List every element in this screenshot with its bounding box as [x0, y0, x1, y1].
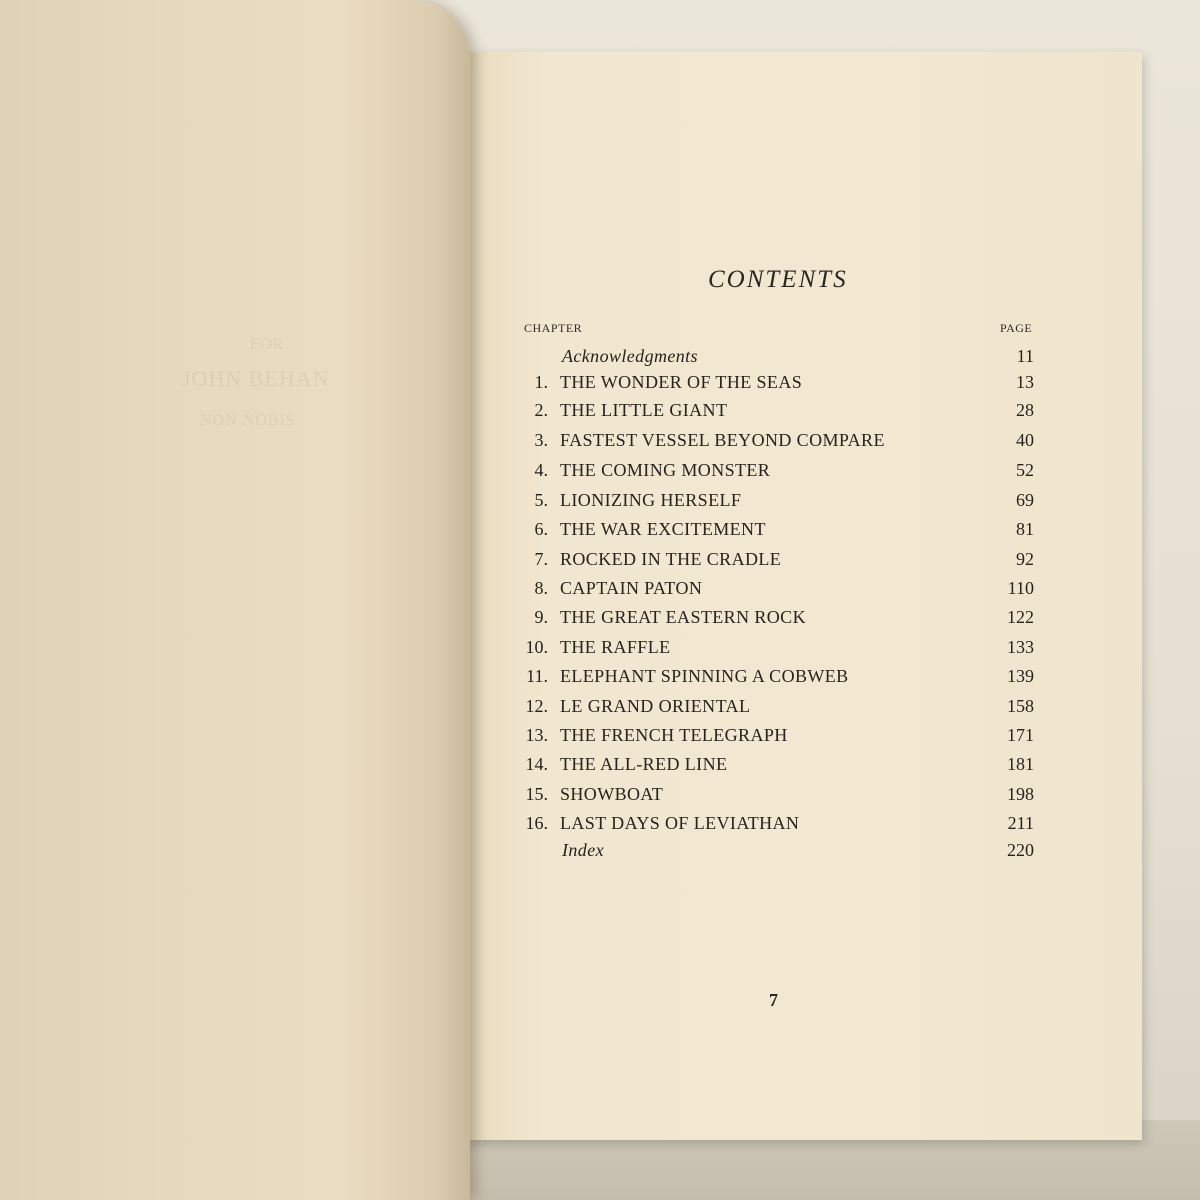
toc-entry: [0, 754, 1200, 778]
chapter-page: 81: [1016, 519, 1034, 539]
chapter-page: 220: [1007, 840, 1034, 860]
chapter-number: 10.: [525, 637, 548, 657]
chapter-number: 5.: [534, 490, 548, 510]
chapter-title: THE FRENCH TELEGRAPH: [560, 725, 788, 745]
toc-entry: [0, 725, 1200, 749]
toc-entry: [0, 578, 1200, 602]
chapter-number: 15.: [525, 784, 548, 804]
chapter-title: CAPTAIN PATON: [560, 578, 703, 598]
chapter-number: 8.: [534, 578, 548, 598]
toc-entry: [0, 840, 1200, 864]
chapter-page: 198: [1007, 784, 1034, 804]
chapter-number: 16.: [525, 813, 548, 833]
chapter-number: 2.: [534, 400, 548, 420]
toc-entry: [0, 346, 1200, 370]
chapter-page: 40: [1016, 430, 1034, 450]
toc-entry: [0, 607, 1200, 631]
chapter-page: 69: [1016, 490, 1034, 510]
chapter-title: THE ALL-RED LINE: [560, 754, 728, 774]
chapter-title: THE COMING MONSTER: [560, 460, 771, 480]
chapter-title: FASTEST VESSEL BEYOND COMPARE: [560, 430, 885, 450]
chapter-title: Index: [562, 840, 604, 860]
toc-entry: [0, 813, 1200, 837]
chapter-page: 52: [1016, 460, 1034, 480]
toc-entry: [0, 549, 1200, 573]
bleed-through-text: NON NOBIS: [200, 412, 296, 429]
toc-entry: [0, 430, 1200, 454]
toc-entry: [0, 460, 1200, 484]
chapter-number: 7.: [534, 549, 548, 569]
chapter-title: THE GREAT EASTERN ROCK: [560, 607, 806, 627]
chapter-title: LE GRAND ORIENTAL: [560, 696, 751, 716]
page-number: 7: [769, 990, 778, 1010]
chapter-column-header: CHAPTER: [524, 321, 583, 335]
chapter-number: 4.: [534, 460, 548, 480]
chapter-title: ELEPHANT SPINNING A COBWEB: [560, 666, 849, 686]
chapter-number: 13.: [525, 725, 548, 745]
chapter-number: 9.: [534, 607, 548, 627]
chapter-title: THE WONDER OF THE SEAS: [560, 372, 803, 392]
toc-entry: [0, 372, 1200, 396]
chapter-number: 14.: [525, 754, 548, 774]
chapter-page: 110: [1007, 578, 1034, 598]
page-column-header: PAGE: [1000, 321, 1033, 335]
chapter-title: THE WAR EXCITEMENT: [560, 519, 766, 539]
chapter-number: 11.: [526, 666, 548, 686]
toc-entry: [0, 784, 1200, 808]
toc-entry: [0, 696, 1200, 720]
chapter-title: SHOWBOAT: [560, 784, 664, 804]
chapter-title: THE LITTLE GIANT: [560, 400, 728, 420]
chapter-page: 158: [1007, 696, 1034, 716]
chapter-page: 139: [1007, 666, 1034, 686]
chapter-title: ROCKED IN THE CRADLE: [560, 549, 782, 569]
toc-entry: [0, 519, 1200, 543]
toc-entry: [0, 637, 1200, 661]
toc-entry: [0, 490, 1200, 514]
chapter-title: LIONIZING HERSELF: [560, 490, 742, 510]
chapter-page: 92: [1016, 549, 1034, 569]
chapter-page: 13: [1016, 372, 1034, 392]
chapter-page: 211: [1007, 813, 1034, 833]
chapter-page: 133: [1007, 637, 1034, 657]
chapter-number: 12.: [525, 696, 548, 716]
bleed-through-text: JOHN BEHAN: [182, 366, 330, 391]
chapter-title: LAST DAYS OF LEVIATHAN: [560, 813, 800, 833]
chapter-number: 1.: [534, 372, 548, 392]
chapter-title: THE RAFFLE: [560, 637, 671, 657]
chapter-page: 28: [1016, 400, 1034, 420]
chapter-page: 181: [1007, 754, 1034, 774]
chapter-title: Acknowledgments: [562, 346, 698, 366]
toc-entry: [0, 666, 1200, 690]
contents-title: CONTENTS: [708, 266, 848, 293]
bleed-through-text: FOR: [250, 336, 285, 353]
toc-entry: [0, 400, 1200, 424]
chapter-number: 6.: [534, 519, 548, 539]
chapter-page: 122: [1007, 607, 1034, 627]
chapter-page: 171: [1007, 725, 1034, 745]
chapter-page: 11: [1016, 346, 1034, 366]
chapter-number: 3.: [534, 430, 548, 450]
